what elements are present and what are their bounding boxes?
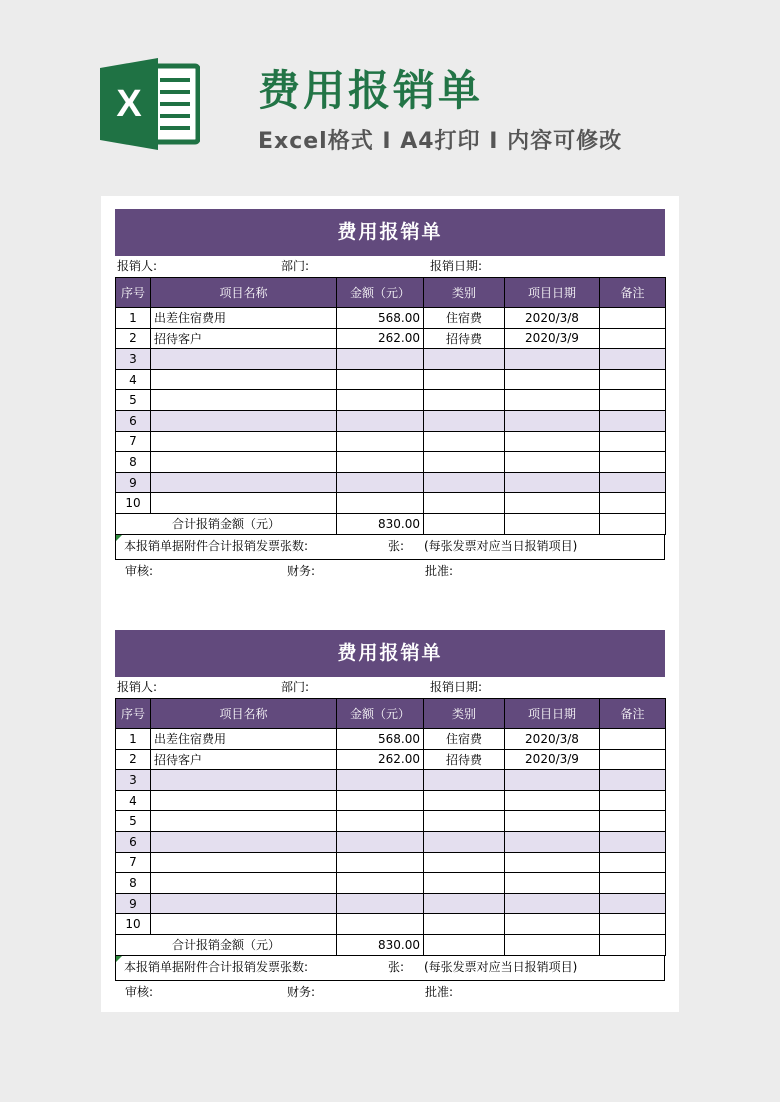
attachment-note: (每张发票对应当日报销项目) [424,959,578,974]
cell-name[interactable] [151,349,337,370]
cell-amount[interactable] [337,349,424,370]
cell-name[interactable] [151,390,337,411]
col-header-category: 类别 [424,278,505,308]
cell-date[interactable]: 2020/3/8 [505,729,600,750]
cell-name[interactable] [151,431,337,452]
cell-name[interactable] [151,831,337,852]
total-row [116,513,666,534]
attachment-unit: 张: [388,538,405,553]
cell-date[interactable] [505,410,600,431]
cell-date[interactable] [505,790,600,811]
cell-no[interactable]: 2 [116,328,151,349]
cell-name[interactable] [151,811,337,832]
cell-no[interactable]: 6 [116,410,151,431]
cell-date[interactable] [505,852,600,873]
cell-date[interactable]: 2020/3/8 [505,308,600,329]
date-label: 报销日期: [430,680,483,694]
expense-table [115,277,666,535]
cell-name[interactable]: 招待客户 [151,749,337,770]
reporter-label: 报销人: [117,680,158,694]
cell-category[interactable] [424,349,505,370]
cell-remark[interactable] [600,472,666,493]
total-amount[interactable]: 830.00 [337,934,424,955]
form-title: 费用报销单 [115,209,665,256]
page-subtitle: Excel格式 I A4打印 I 内容可修改 [258,129,623,154]
table-header-row [116,278,666,308]
cell-remark[interactable] [600,749,666,770]
cell-no[interactable]: 6 [116,831,151,852]
cell-name[interactable] [151,852,337,873]
cell-amount[interactable] [337,452,424,473]
cell-no[interactable]: 1 [116,308,151,329]
cell-name[interactable] [151,493,337,514]
col-header-remark: 备注 [600,278,666,308]
table-row [116,729,666,750]
cell-amount[interactable]: 568.00 [337,729,424,750]
cell-amount[interactable] [337,852,424,873]
table-row [116,852,666,873]
cell-amount[interactable] [337,873,424,894]
cell-name[interactable] [151,452,337,473]
cell-category[interactable] [424,914,505,935]
table-row [116,390,666,411]
cell-amount[interactable] [337,410,424,431]
cell-category[interactable] [424,811,505,832]
cell-name[interactable] [151,410,337,431]
cell-remark[interactable] [600,410,666,431]
cell-no[interactable]: 5 [116,390,151,411]
table-row [116,749,666,770]
cell-amount[interactable]: 262.00 [337,328,424,349]
cell-no[interactable]: 8 [116,873,151,894]
cell-category[interactable] [424,410,505,431]
cell-comment-marker-icon [116,956,122,962]
table-row [116,914,666,935]
cell-date[interactable]: 2020/3/9 [505,328,600,349]
cell-no[interactable]: 1 [116,729,151,750]
cell-name[interactable] [151,369,337,390]
total-label: 合计报销金额（元） [116,513,337,534]
col-header-no: 序号 [116,699,151,729]
expense-table [115,698,666,956]
cell-remark[interactable] [600,452,666,473]
cell-remark[interactable] [600,349,666,370]
cell-date[interactable] [505,452,600,473]
table-row [116,328,666,349]
col-header-name: 项目名称 [151,699,337,729]
cell-remark[interactable] [600,811,666,832]
table-row [116,452,666,473]
col-header-amount: 金额（元） [337,699,424,729]
excel-icon [100,58,200,150]
table-row [116,493,666,514]
cell-no[interactable]: 9 [116,472,151,493]
cell-category[interactable] [424,390,505,411]
page-title: 费用报销单 [258,66,484,115]
cell-remark[interactable] [600,852,666,873]
cell-amount[interactable] [337,472,424,493]
cell-date[interactable] [505,914,600,935]
cell-no[interactable]: 7 [116,431,151,452]
reporter-label: 报销人: [117,259,158,273]
table-row [116,308,666,329]
cell-date[interactable] [505,369,600,390]
table-row [116,831,666,852]
cell-remark[interactable] [600,493,666,514]
cell-date[interactable] [505,390,600,411]
cell-amount[interactable]: 568.00 [337,308,424,329]
cell-amount[interactable] [337,914,424,935]
review-label: 审核: [125,563,154,578]
cell-category[interactable] [424,852,505,873]
cell-category[interactable] [424,790,505,811]
info-line [115,677,665,698]
date-label: 报销日期: [430,259,483,273]
cell-amount[interactable]: 262.00 [337,749,424,770]
cell-remark[interactable] [600,790,666,811]
cell-remark[interactable] [600,431,666,452]
form-title: 费用报销单 [115,630,665,677]
cell-date[interactable] [505,893,600,914]
cell-date[interactable] [505,831,600,852]
svg-text:X: X [116,83,142,125]
cell-name[interactable]: 招待客户 [151,328,337,349]
cell-category[interactable]: 招待费 [424,749,505,770]
cell-date[interactable] [505,811,600,832]
cell-amount[interactable] [337,431,424,452]
dept-label: 部门: [281,680,310,694]
cell-date[interactable]: 2020/3/9 [505,749,600,770]
signature-line [115,560,665,582]
cell-blank [424,934,505,955]
table-row [116,811,666,832]
table-header-row [116,699,666,729]
cell-remark[interactable] [600,729,666,750]
cell-remark[interactable] [600,328,666,349]
cell-name[interactable] [151,472,337,493]
review-label: 审核: [125,984,154,999]
cell-no[interactable]: 3 [116,770,151,791]
cell-remark[interactable] [600,308,666,329]
approve-label: 批准: [425,984,454,999]
cell-blank [505,513,600,534]
attachment-row [115,956,665,981]
cell-no[interactable]: 3 [116,349,151,370]
table-row [116,873,666,894]
cell-blank [505,934,600,955]
cell-name[interactable]: 出差住宿费用 [151,308,337,329]
col-header-date: 项目日期 [505,278,600,308]
cell-no[interactable]: 10 [116,914,151,935]
expense-form-1 [115,209,665,582]
dept-label: 部门: [281,259,310,273]
cell-amount[interactable] [337,831,424,852]
cell-date[interactable] [505,472,600,493]
cell-name[interactable]: 出差住宿费用 [151,729,337,750]
cell-no[interactable]: 7 [116,852,151,873]
table-row [116,790,666,811]
table-row [116,472,666,493]
col-header-no: 序号 [116,278,151,308]
cell-date[interactable] [505,770,600,791]
cell-date[interactable] [505,349,600,370]
info-line [115,256,665,277]
table-row [116,431,666,452]
col-header-remark: 备注 [600,699,666,729]
cell-no[interactable]: 2 [116,749,151,770]
cell-amount[interactable] [337,790,424,811]
expense-form-2 [115,630,665,1003]
document-paper [101,196,679,1012]
col-header-name: 项目名称 [151,278,337,308]
attachment-row [115,535,665,560]
attachment-note: (每张发票对应当日报销项目) [424,538,578,553]
total-amount[interactable]: 830.00 [337,513,424,534]
cell-category[interactable] [424,831,505,852]
table-row [116,369,666,390]
cell-name[interactable] [151,873,337,894]
cell-amount[interactable] [337,770,424,791]
cell-no[interactable]: 4 [116,369,151,390]
cell-amount[interactable] [337,893,424,914]
cell-date[interactable] [505,873,600,894]
cell-remark[interactable] [600,390,666,411]
table-row [116,893,666,914]
attachment-label: 本报销单据附件合计报销发票张数: [124,959,309,974]
cell-blank [424,513,505,534]
cell-category[interactable]: 招待费 [424,328,505,349]
cell-name[interactable] [151,914,337,935]
col-header-category: 类别 [424,699,505,729]
cell-category[interactable]: 住宿费 [424,308,505,329]
cell-remark[interactable] [600,770,666,791]
cell-category[interactable] [424,369,505,390]
cell-category[interactable] [424,452,505,473]
finance-label: 财务: [287,984,316,999]
table-row [116,770,666,791]
total-label: 合计报销金额（元） [116,934,337,955]
cell-remark[interactable] [600,873,666,894]
cell-amount[interactable] [337,369,424,390]
col-header-amount: 金额（元） [337,278,424,308]
cell-remark[interactable] [600,914,666,935]
cell-blank [600,934,666,955]
table-row [116,410,666,431]
finance-label: 财务: [287,563,316,578]
cell-no[interactable]: 8 [116,452,151,473]
col-header-date: 项目日期 [505,699,600,729]
cell-no[interactable]: 10 [116,493,151,514]
cell-amount[interactable] [337,390,424,411]
total-row [116,934,666,955]
cell-no[interactable]: 9 [116,893,151,914]
attachment-unit: 张: [388,959,405,974]
cell-category[interactable] [424,873,505,894]
cell-name[interactable] [151,893,337,914]
cell-category[interactable] [424,770,505,791]
cell-amount[interactable] [337,493,424,514]
cell-category[interactable] [424,472,505,493]
cell-remark[interactable] [600,893,666,914]
cell-name[interactable] [151,790,337,811]
cell-no[interactable]: 5 [116,811,151,832]
cell-category[interactable] [424,431,505,452]
cell-date[interactable] [505,493,600,514]
cell-amount[interactable] [337,811,424,832]
cell-category[interactable] [424,893,505,914]
attachment-label: 本报销单据附件合计报销发票张数: [124,538,309,553]
cell-no[interactable]: 4 [116,790,151,811]
signature-line [115,981,665,1003]
cell-blank [600,513,666,534]
cell-comment-marker-icon [116,535,122,541]
cell-name[interactable] [151,770,337,791]
cell-category[interactable]: 住宿费 [424,729,505,750]
cell-date[interactable] [505,431,600,452]
approve-label: 批准: [425,563,454,578]
cell-category[interactable] [424,493,505,514]
cell-remark[interactable] [600,369,666,390]
cell-remark[interactable] [600,831,666,852]
table-row [116,349,666,370]
